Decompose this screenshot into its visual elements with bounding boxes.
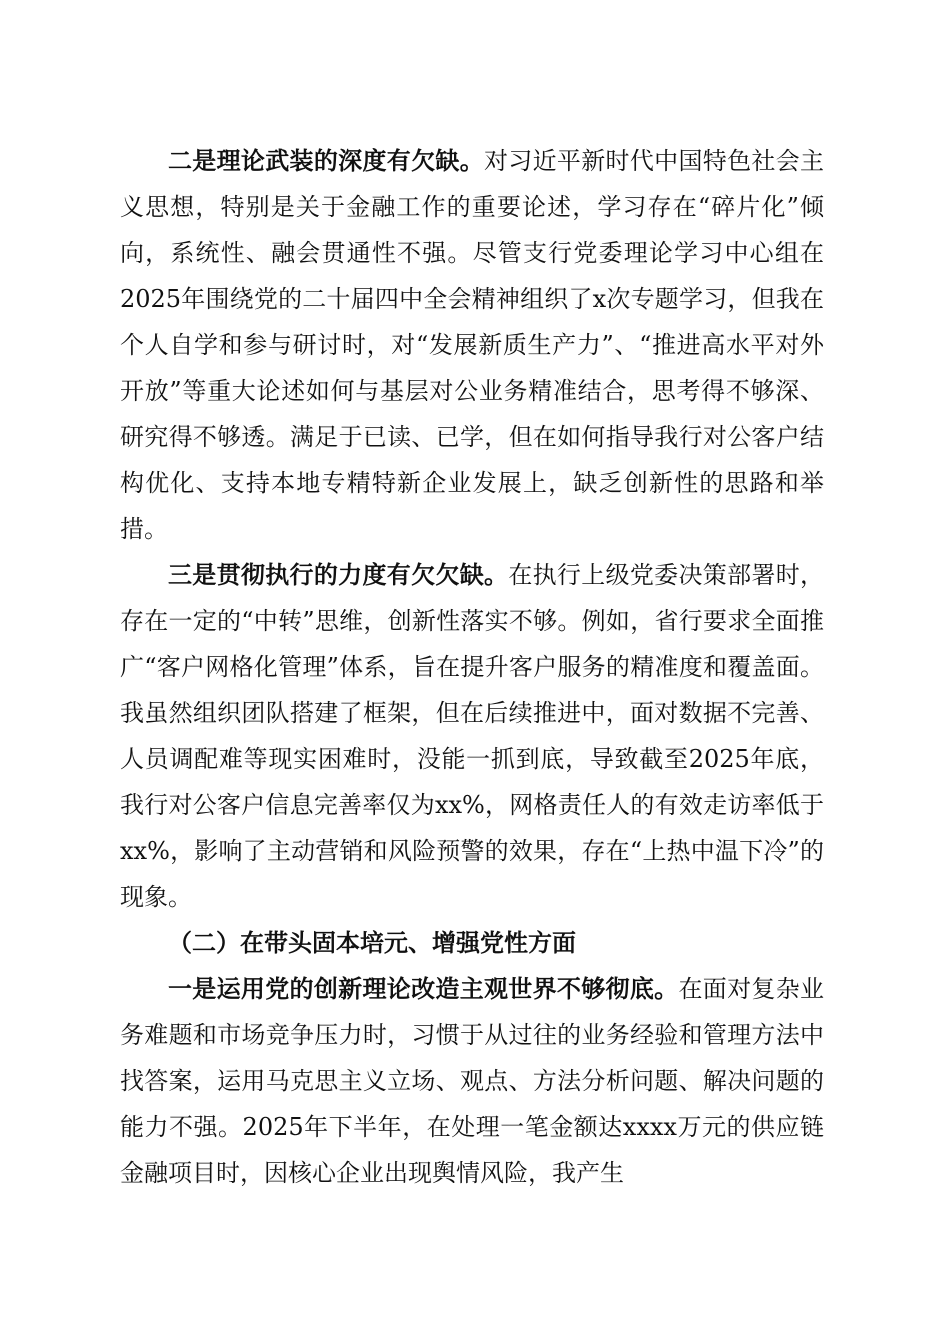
paragraph-execution-strength — [120, 552, 824, 920]
paragraph-lead: 一是运用党的创新理论改造主观世界不够彻底。 — [168, 974, 679, 1003]
paragraph-worldview-reform — [120, 966, 824, 1196]
section-heading: （二）在带头固本培元、增强党性方面 — [168, 928, 576, 957]
document-body — [120, 138, 824, 1196]
paragraph-theory-depth — [120, 138, 824, 552]
paragraph-lead: 二是理论武装的深度有欠缺。 — [168, 146, 484, 175]
paragraph-lead: 三是贯彻执行的力度有欠欠缺。 — [168, 560, 509, 589]
paragraph-text: 在面对复杂业务难题和市场竞争压力时，习惯于从过往的业务经验和管理方法中找答案，运用马克思主义立场、观点、方法分析问题、解决问题的能力不强。2025年下半年，在处理一笔金额达xxxx万元的供应链金融项目时，因核心企业出现舆情风险，我产生 — [120, 975, 825, 1187]
paragraph-text: 对习近平新时代中国特色社会主义思想，特别是关于金融工作的重要论述，学习存在“碎片化”倾向，系统性、融会贯通性不强。尽管支行党委理论学习中心组在2025年围绕党的二十届四中全会精神组织了x次专题学习，但我在个人自学和参与研讨时，对“发展新质生产力”、“推进高水平对外开放”等重大论述如何与基层对公业务精准结合，思考得不够深、研究得不够透。满足于已读、已学，但在如何指导我行对公客户结构优化、支持本地专精特新企业发展上，缺乏创新性的思路和举措。 — [120, 147, 824, 543]
paragraph-text: 在执行上级党委决策部署时，存在一定的“中转”思维，创新性落实不够。例如，省行要求全面推广“客户网格化管理”体系，旨在提升客户服务的精准度和覆盖面。我虽然组织团队搭建了框架，但在后续推进中，面对数据不完善、人员调配难等现实困难时，没能一抓到底，导致截至2025年底，我行对公客户信息完善率仅为xx%，网格责任人的有效走访率低于xx%，影响了主动营销和风险预警的效果，存在“上热中温下冷”的现象。 — [120, 561, 825, 911]
